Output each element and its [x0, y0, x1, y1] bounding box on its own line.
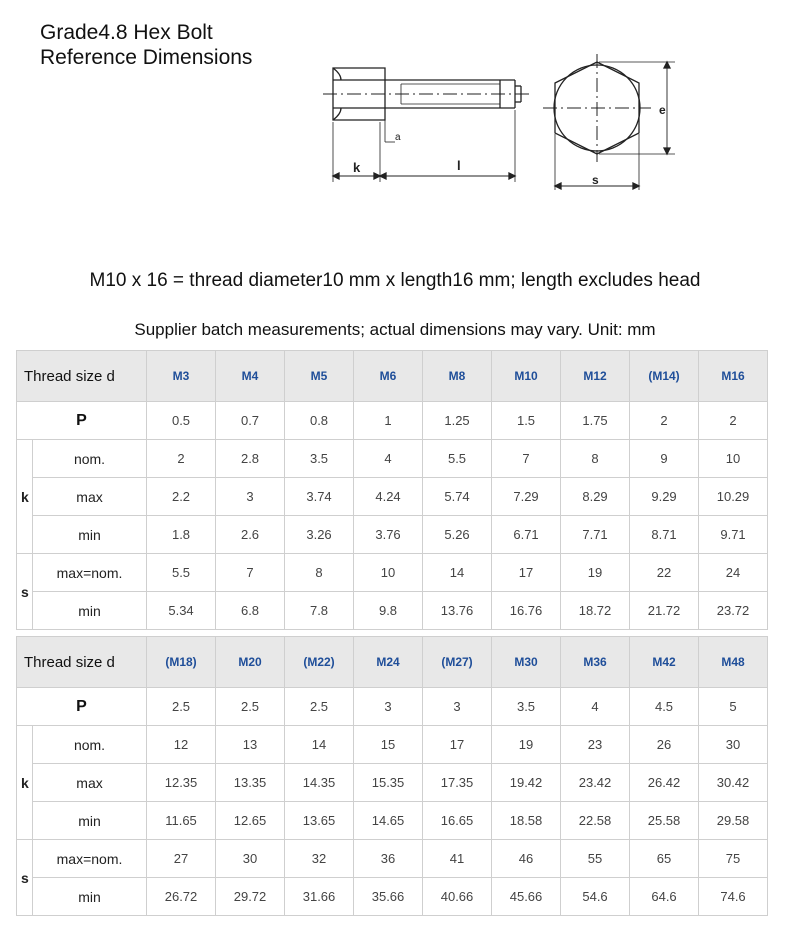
value-cell: 10 — [354, 554, 423, 592]
value-cell: 35.66 — [354, 878, 423, 916]
value-cell: 1.8 — [147, 516, 216, 554]
k-min-label: min — [33, 802, 147, 840]
value-cell: 26.72 — [147, 878, 216, 916]
value-cell: 0.7 — [216, 402, 285, 440]
thread-size-header: Thread size d — [17, 351, 147, 402]
value-cell: 29.58 — [699, 802, 768, 840]
across-flats-group-label: s — [17, 840, 33, 916]
value-cell: 17.35 — [423, 764, 492, 802]
hex-bolt-drawing — [315, 50, 685, 200]
value-cell: 2.2 — [147, 478, 216, 516]
thread-size-cell: M8 — [423, 351, 492, 402]
value-cell: 14.35 — [285, 764, 354, 802]
measurement-disclaimer: Supplier batch measurements; actual dimensions may vary. Unit: mm — [134, 320, 656, 339]
value-cell: 2.6 — [216, 516, 285, 554]
value-cell: 9.8 — [354, 592, 423, 630]
value-cell: 1 — [354, 402, 423, 440]
value-cell: 2.5 — [285, 688, 354, 726]
thread-size-cell: M4 — [216, 351, 285, 402]
thread-size-cell: M36 — [561, 637, 630, 688]
value-cell: 46 — [492, 840, 561, 878]
value-cell: 2.5 — [147, 688, 216, 726]
value-cell: 55 — [561, 840, 630, 878]
k-max-label: max — [33, 478, 147, 516]
document-title — [40, 20, 252, 70]
thread-size-cell: M5 — [285, 351, 354, 402]
value-cell: 9.29 — [630, 478, 699, 516]
value-cell: 18.58 — [492, 802, 561, 840]
thread-size-cell: (M27) — [423, 637, 492, 688]
k-min-row — [17, 516, 768, 554]
value-cell: 30.42 — [699, 764, 768, 802]
dimension-table-2 — [16, 636, 768, 916]
value-cell: 31.66 — [285, 878, 354, 916]
value-cell: 3 — [216, 478, 285, 516]
value-cell: 4 — [354, 440, 423, 478]
value-cell: 6.8 — [216, 592, 285, 630]
value-cell: 2 — [699, 402, 768, 440]
thread-size-header: Thread size d — [17, 637, 147, 688]
thread-size-cell: M20 — [216, 637, 285, 688]
dim-label-e: e — [659, 103, 666, 117]
value-cell: 23.72 — [699, 592, 768, 630]
value-cell: 26.42 — [630, 764, 699, 802]
value-cell: 4.24 — [354, 478, 423, 516]
s-max-row — [17, 840, 768, 878]
title-line-2: Reference Dimensions — [40, 46, 253, 69]
value-cell: 5.26 — [423, 516, 492, 554]
value-cell: 13.76 — [423, 592, 492, 630]
k-nom-row — [17, 726, 768, 764]
value-cell: 5.74 — [423, 478, 492, 516]
value-cell: 12 — [147, 726, 216, 764]
value-cell: 4 — [561, 688, 630, 726]
value-cell: 3.76 — [354, 516, 423, 554]
thread-size-cell: (M18) — [147, 637, 216, 688]
value-cell: 17 — [423, 726, 492, 764]
table-header-row — [17, 637, 768, 688]
value-cell: 8.29 — [561, 478, 630, 516]
value-cell: 25.58 — [630, 802, 699, 840]
value-cell: 16.76 — [492, 592, 561, 630]
s-min-label: min — [33, 878, 147, 916]
value-cell: 2 — [630, 402, 699, 440]
title-line-1: Grade4.8 Hex Bolt — [40, 21, 213, 44]
dimension-table-1 — [16, 350, 768, 630]
value-cell: 3.5 — [285, 440, 354, 478]
value-cell: 1.25 — [423, 402, 492, 440]
thread-size-cell: M12 — [561, 351, 630, 402]
size-explanation-note: M10 x 16 = thread diameter10 mm x length16 mm; length excludes head — [89, 270, 701, 291]
thread-size-cell: M42 — [630, 637, 699, 688]
pitch-label: P — [17, 688, 147, 726]
value-cell: 23 — [561, 726, 630, 764]
value-cell: 13 — [216, 726, 285, 764]
pitch-row — [17, 688, 768, 726]
value-cell: 14 — [285, 726, 354, 764]
value-cell: 64.6 — [630, 878, 699, 916]
value-cell: 27 — [147, 840, 216, 878]
value-cell: 14.65 — [354, 802, 423, 840]
value-cell: 0.8 — [285, 402, 354, 440]
value-cell: 17 — [492, 554, 561, 592]
thread-size-cell: M3 — [147, 351, 216, 402]
value-cell: 1.75 — [561, 402, 630, 440]
value-cell: 12.65 — [216, 802, 285, 840]
head-height-group-label: k — [17, 440, 33, 554]
value-cell: 7.8 — [285, 592, 354, 630]
value-cell: 32 — [285, 840, 354, 878]
s-max-label: max=nom. — [33, 554, 147, 592]
value-cell: 12.35 — [147, 764, 216, 802]
s-max-label: max=nom. — [33, 840, 147, 878]
value-cell: 26 — [630, 726, 699, 764]
s-min-label: min — [33, 592, 147, 630]
value-cell: 15.35 — [354, 764, 423, 802]
value-cell: 16.65 — [423, 802, 492, 840]
value-cell: 24 — [699, 554, 768, 592]
value-cell: 15 — [354, 726, 423, 764]
value-cell: 22 — [630, 554, 699, 592]
s-min-row — [17, 592, 768, 630]
thread-size-cell: (M22) — [285, 637, 354, 688]
across-flats-group-label: s — [17, 554, 33, 630]
thread-size-cell: M30 — [492, 637, 561, 688]
value-cell: 8 — [561, 440, 630, 478]
value-cell: 36 — [354, 840, 423, 878]
value-cell: 7.71 — [561, 516, 630, 554]
value-cell: 7 — [492, 440, 561, 478]
k-nom-label: nom. — [33, 726, 147, 764]
value-cell: 5.34 — [147, 592, 216, 630]
value-cell: 5 — [699, 688, 768, 726]
bolt-end-view — [543, 54, 675, 190]
value-cell: 9 — [630, 440, 699, 478]
value-cell: 5.5 — [423, 440, 492, 478]
thread-size-cell: (M14) — [630, 351, 699, 402]
value-cell: 9.71 — [699, 516, 768, 554]
s-max-row — [17, 554, 768, 592]
head-height-group-label: k — [17, 726, 33, 840]
value-cell: 75 — [699, 840, 768, 878]
value-cell: 74.6 — [699, 878, 768, 916]
value-cell: 13.35 — [216, 764, 285, 802]
value-cell: 3.26 — [285, 516, 354, 554]
value-cell: 18.72 — [561, 592, 630, 630]
value-cell: 45.66 — [492, 878, 561, 916]
value-cell: 8 — [285, 554, 354, 592]
pitch-label: P — [17, 402, 147, 440]
value-cell: 5.5 — [147, 554, 216, 592]
k-max-label: max — [33, 764, 147, 802]
table-header-row — [17, 351, 768, 402]
k-nom-row — [17, 440, 768, 478]
thread-size-cell: M48 — [699, 637, 768, 688]
dim-label-l: l — [457, 158, 461, 173]
value-cell: 30 — [699, 726, 768, 764]
value-cell: 54.6 — [561, 878, 630, 916]
value-cell: 0.5 — [147, 402, 216, 440]
value-cell: 19 — [561, 554, 630, 592]
value-cell: 8.71 — [630, 516, 699, 554]
k-max-row — [17, 764, 768, 802]
value-cell: 10 — [699, 440, 768, 478]
value-cell: 2.5 — [216, 688, 285, 726]
value-cell: 11.65 — [147, 802, 216, 840]
value-cell: 13.65 — [285, 802, 354, 840]
value-cell: 21.72 — [630, 592, 699, 630]
value-cell: 19.42 — [492, 764, 561, 802]
value-cell: 7.29 — [492, 478, 561, 516]
thread-size-cell: M10 — [492, 351, 561, 402]
k-nom-label: nom. — [33, 440, 147, 478]
value-cell: 65 — [630, 840, 699, 878]
value-cell: 29.72 — [216, 878, 285, 916]
dim-label-a: a — [395, 132, 401, 143]
value-cell: 41 — [423, 840, 492, 878]
value-cell: 10.29 — [699, 478, 768, 516]
value-cell: 30 — [216, 840, 285, 878]
value-cell: 3.74 — [285, 478, 354, 516]
dim-label-k: k — [353, 160, 361, 175]
value-cell: 4.5 — [630, 688, 699, 726]
value-cell: 3.5 — [492, 688, 561, 726]
value-cell: 3 — [423, 688, 492, 726]
k-max-row — [17, 478, 768, 516]
thread-size-cell: M24 — [354, 637, 423, 688]
value-cell: 2.8 — [216, 440, 285, 478]
value-cell: 23.42 — [561, 764, 630, 802]
value-cell: 2 — [147, 440, 216, 478]
value-cell: 7 — [216, 554, 285, 592]
k-min-row — [17, 802, 768, 840]
thread-size-cell: M6 — [354, 351, 423, 402]
value-cell: 19 — [492, 726, 561, 764]
pitch-row — [17, 402, 768, 440]
dim-label-s: s — [592, 173, 599, 187]
value-cell: 40.66 — [423, 878, 492, 916]
value-cell: 3 — [354, 688, 423, 726]
s-min-row — [17, 878, 768, 916]
value-cell: 1.5 — [492, 402, 561, 440]
k-min-label: min — [33, 516, 147, 554]
thread-size-cell: M16 — [699, 351, 768, 402]
value-cell: 14 — [423, 554, 492, 592]
value-cell: 6.71 — [492, 516, 561, 554]
value-cell: 22.58 — [561, 802, 630, 840]
